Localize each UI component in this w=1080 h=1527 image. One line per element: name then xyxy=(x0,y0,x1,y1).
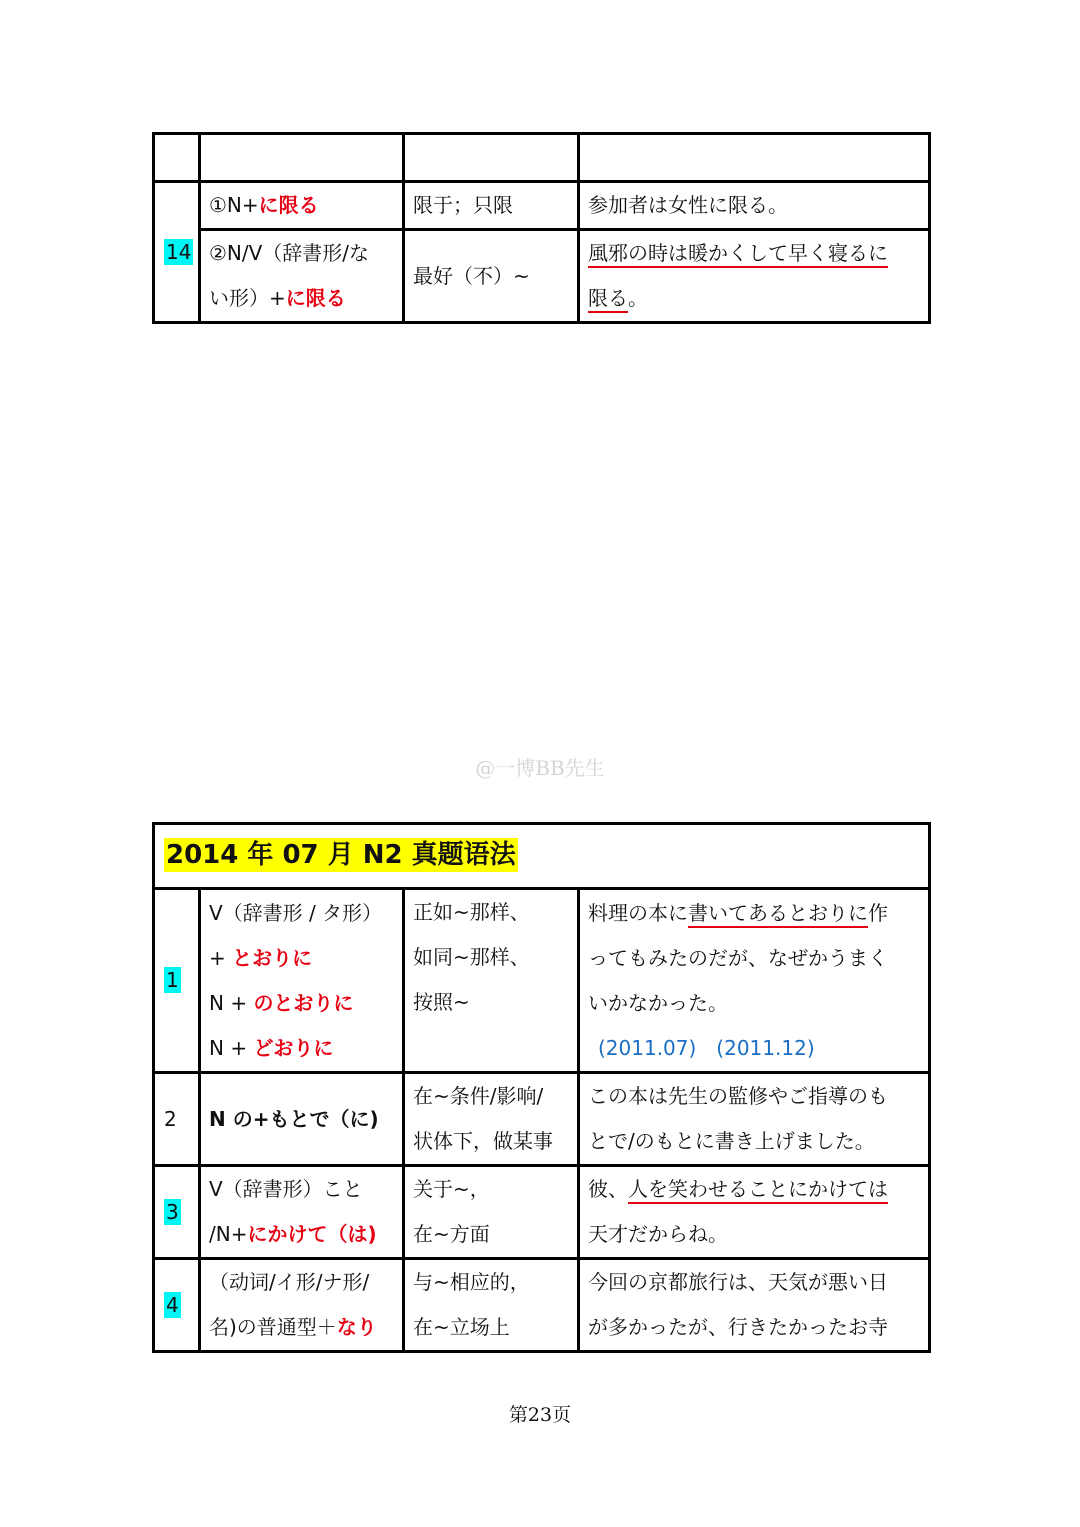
grammar-point: に限る xyxy=(258,193,319,217)
grammar-point: どおりに xyxy=(253,1035,334,1060)
table-title-row xyxy=(154,824,930,889)
table-title: 2014 年 07 月 N2 真题语法 xyxy=(166,839,516,870)
pattern-cell: N の+もとで（に) xyxy=(200,1073,404,1166)
row-number: 3 xyxy=(166,1199,179,1224)
table-row xyxy=(154,1166,930,1259)
grammar-table-2014 xyxy=(152,822,931,1353)
row-number: 1 xyxy=(166,968,179,992)
grammar-point: に限る xyxy=(285,286,346,310)
pattern-cell: V（辞書形 / タ形） + とおりに N + のとおりに N + どおりに xyxy=(200,889,404,1073)
grammar-point: のとおりに xyxy=(253,990,354,1015)
row-number-cell xyxy=(154,1259,200,1352)
meaning-cell: 与~相应的， 在~立场上 xyxy=(404,1259,579,1352)
table-header-row xyxy=(154,134,930,182)
example-cell: 参加者は女性に限る。 xyxy=(579,182,930,230)
meaning-cell: 在~条件/影响/ 状体下，做某事 xyxy=(404,1073,579,1166)
row-number-cell xyxy=(154,889,200,1073)
meaning-cell: 限于；只限 xyxy=(404,182,579,230)
table-row xyxy=(154,182,930,230)
table-row xyxy=(154,889,930,1073)
pattern-cell: （动词/イ形/ナ形/ 名)の普通型＋なり xyxy=(200,1259,404,1352)
grammar-table-top xyxy=(152,132,931,324)
page-number: 第23页 xyxy=(508,1404,572,1426)
row-number: 4 xyxy=(166,1292,179,1317)
pattern-cell: ②N/V（辞書形/な い形）+に限る xyxy=(200,230,404,323)
example-cell: 風邪の時は暖かくして早く寝るに 限る。 xyxy=(579,230,930,323)
watermark: @一博BB先生 xyxy=(475,756,605,780)
pattern-cell: V（辞書形）こと /N+にかけて（は) xyxy=(200,1166,404,1259)
example-cell: 今回の京都旅行は、天気が悪い日 が多かったが、行きたかったお寺 xyxy=(579,1259,930,1352)
meaning-cell: 正如~那样、 如同~那样、 按照~ xyxy=(404,889,579,1073)
table-row xyxy=(154,1073,930,1166)
grammar-point: とおりに xyxy=(232,945,313,970)
row-number: 14 xyxy=(166,239,192,264)
row-number-cell xyxy=(154,182,200,323)
example-cell: この本は先生の監修やご指導のも とで/のもとに書き上げました。 xyxy=(579,1073,930,1166)
meaning-cell: 关于~， 在~方面 xyxy=(404,1166,579,1259)
exam-reference: (2011.07) (2011.12) xyxy=(598,1035,815,1060)
row-number-cell xyxy=(154,1073,200,1166)
row-number-cell xyxy=(154,1166,200,1259)
grammar-point: なり xyxy=(336,1315,377,1339)
example-cell: 彼、人を笑わせることにかけては 天才だからね。 xyxy=(579,1166,930,1259)
table-row xyxy=(154,1259,930,1352)
table-row xyxy=(154,230,930,323)
meaning-cell: 最好（不）~ xyxy=(404,230,579,323)
grammar-point: にかけて（は) xyxy=(247,1222,377,1246)
row-number: 2 xyxy=(164,1106,177,1131)
example-cell: 料理の本に書いてあるとおりに作 ってもみたのだが、なぜかうまく いかなかった。 (2011.07) (2011.12) xyxy=(579,889,930,1073)
pattern-cell: ①N+に限る xyxy=(200,182,404,230)
